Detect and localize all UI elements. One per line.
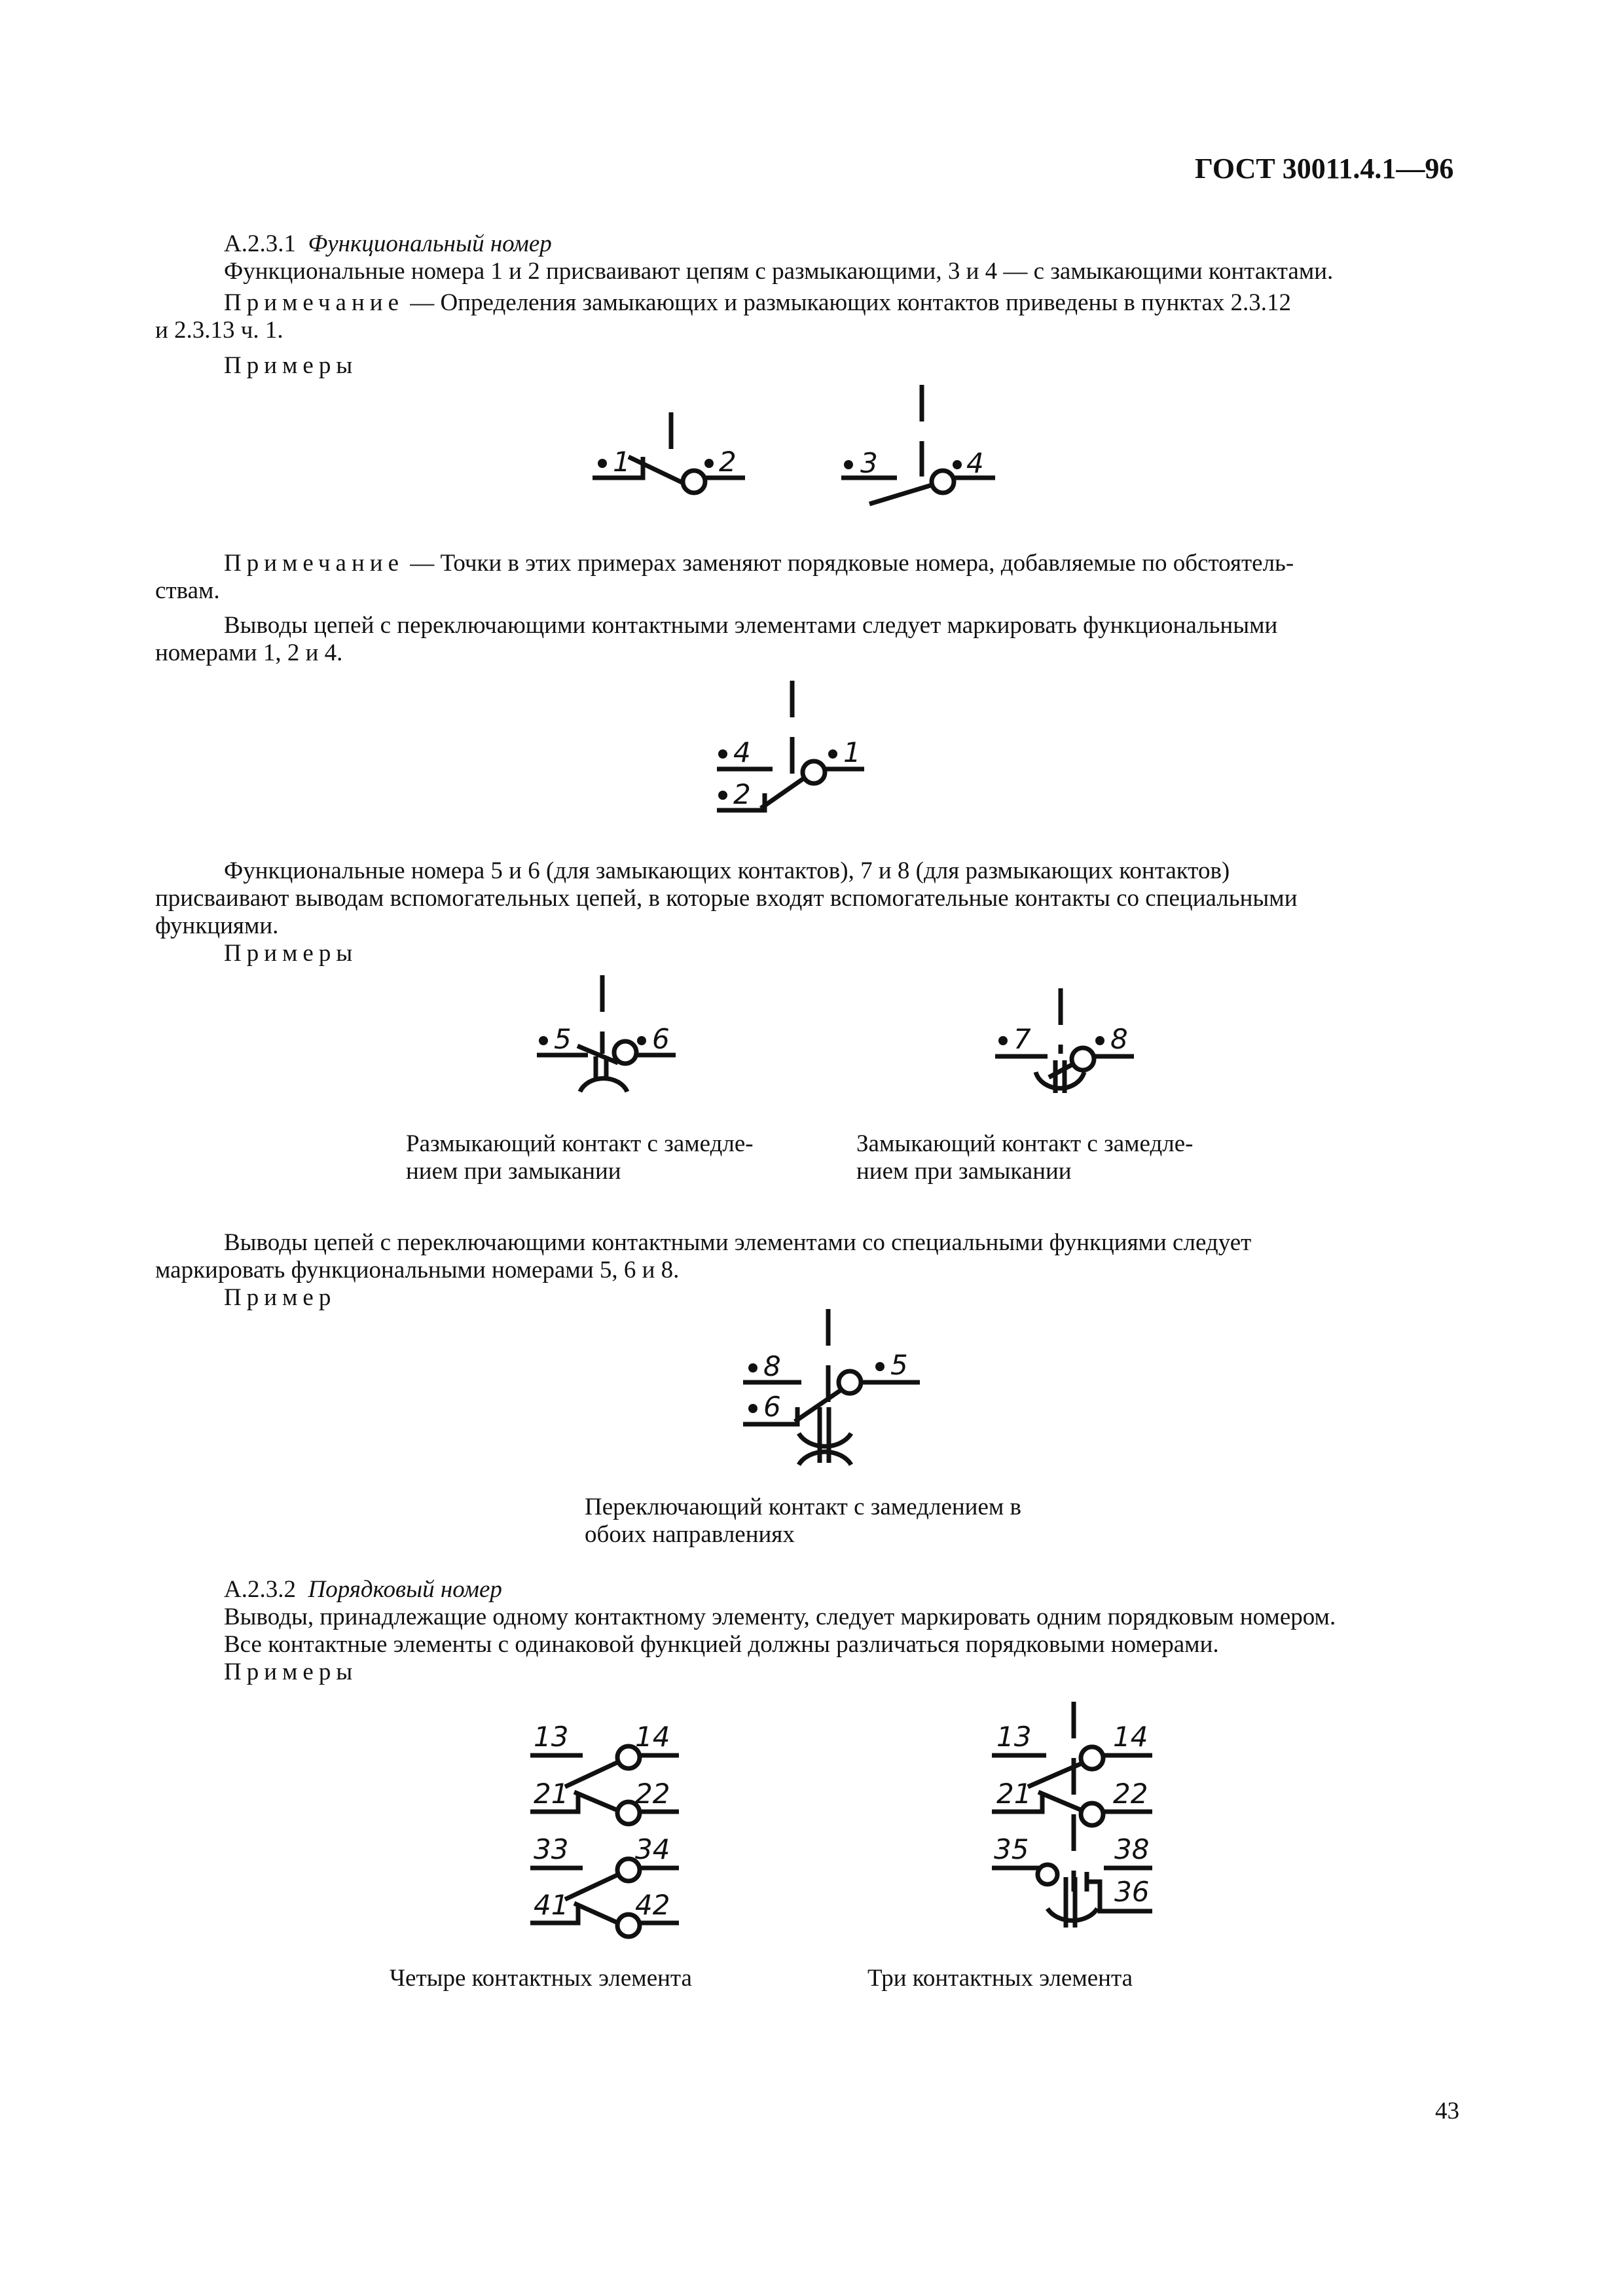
delay-arc-icon xyxy=(1036,1072,1084,1088)
terminal-label-13: 13 xyxy=(996,1721,1032,1753)
terminal-dot xyxy=(998,1036,1008,1045)
note-2 xyxy=(224,550,1294,577)
examples-label-3: Примеры xyxy=(224,1659,358,1685)
paragraph-1: Функциональные номера 1 и 2 присваивают цепям с размыкающими, 3 и 4 — с замыкающими контактами. xyxy=(224,258,1334,285)
contact-point xyxy=(683,471,705,493)
paragraph-4-line-2: маркировать функциональными номерами 5, 6 и 8. xyxy=(155,1257,680,1283)
contact-blade xyxy=(1028,1761,1088,1787)
figure-four-contact-elements xyxy=(527,1715,697,1937)
contact-point xyxy=(1072,1048,1094,1070)
terminal-label-5: 5 xyxy=(554,1023,572,1055)
examples-label: Примеры xyxy=(224,352,358,379)
caption-3-line-1: Переключающий контакт с замедлением в xyxy=(585,1494,1022,1520)
delay-arc-icon xyxy=(1048,1909,1097,1920)
terminal-dot xyxy=(718,791,727,800)
terminal-label-5: 5 xyxy=(890,1349,908,1381)
note-label: Примечание xyxy=(224,550,404,577)
figure-changeover-contact xyxy=(714,681,884,825)
terminal-dot xyxy=(637,1036,646,1045)
terminal-dot xyxy=(539,1036,548,1045)
document-header: ГОСТ 30011.4.1—96 xyxy=(1195,152,1454,185)
caption-5: Три контактных элемента xyxy=(867,1965,1133,1992)
figure-changeover-delayed xyxy=(740,1309,936,1479)
figure-no-contact-3-4 xyxy=(838,385,1021,509)
terminal-label-6: 6 xyxy=(652,1023,670,1055)
note-text: — Точки в этих примерах заменяют порядковые номера, добавляемые по обстоятель- xyxy=(404,550,1294,577)
examples-label-2: Примеры xyxy=(224,940,358,967)
figure-nc-contact-1-2 xyxy=(589,412,759,497)
terminal-dot xyxy=(748,1404,757,1413)
section-heading-1 xyxy=(224,230,552,258)
terminal-label-22: 22 xyxy=(635,1778,670,1810)
note-label: Примечание xyxy=(224,289,404,316)
terminal-dot xyxy=(718,749,727,759)
terminal-label-42: 42 xyxy=(635,1889,670,1921)
contact-blade xyxy=(565,1872,624,1899)
terminal-label-4: 4 xyxy=(733,736,751,768)
caption-3-line-2: обоих направлениях xyxy=(585,1521,795,1548)
note-2-continuation: ствам. xyxy=(155,577,220,604)
caption-1-line-2: нием при замыкании xyxy=(406,1158,621,1185)
note-1-continuation: и 2.3.13 ч. 1. xyxy=(155,317,283,344)
terminal-dot xyxy=(1095,1036,1104,1045)
terminal-label-7: 7 xyxy=(1013,1023,1031,1055)
terminal-label-2: 2 xyxy=(719,446,737,478)
delay-arc-icon xyxy=(799,1433,851,1446)
figure-delayed-contact-5-6 xyxy=(537,975,694,1106)
terminal-label-1: 1 xyxy=(613,446,630,478)
paragraph-3-line-3: функциями. xyxy=(155,912,279,939)
caption-2-line-2: нием при замыкании xyxy=(856,1158,1072,1185)
paragraph-5-line-1: Выводы, принадлежащие одному контактному элементу, следует маркировать одним порядковым номером. xyxy=(224,1604,1336,1630)
contact-blade xyxy=(629,457,689,486)
terminal-label-35: 35 xyxy=(994,1833,1029,1865)
terminal-label-33: 33 xyxy=(534,1833,569,1865)
terminal-label-34: 34 xyxy=(635,1833,670,1865)
contact-point xyxy=(839,1371,861,1393)
terminal-label-4: 4 xyxy=(966,447,984,479)
contact-point xyxy=(1081,1803,1103,1825)
terminal-dot xyxy=(953,460,962,469)
delay-arc-icon xyxy=(799,1452,851,1465)
terminal-dot xyxy=(748,1363,757,1372)
contact-point xyxy=(1038,1865,1057,1884)
figure-three-contact-elements xyxy=(989,1702,1172,1950)
paragraph-3-line-2: присваивают выводам вспомогательных цепей, в которые входят вспомогательные контакты со специальными xyxy=(155,885,1298,912)
terminal-dot xyxy=(828,749,837,759)
terminal-label-3: 3 xyxy=(860,447,878,479)
note-text: — Определения замыкающих и размыкающих контактов приведены в пунктах 2.3.12 xyxy=(404,289,1292,316)
terminal-label-8: 8 xyxy=(1110,1023,1128,1055)
section-title: Порядковый номер xyxy=(308,1576,502,1603)
terminal-label-2: 2 xyxy=(733,778,751,810)
contact-point xyxy=(614,1041,636,1064)
contact-point xyxy=(803,761,825,783)
terminal-label-8: 8 xyxy=(763,1350,781,1382)
terminal-label-21: 21 xyxy=(534,1778,569,1810)
terminal-label-21: 21 xyxy=(996,1778,1032,1810)
paragraph-4-line-1: Выводы цепей с переключающими контактными элементами со специальными функциями следует xyxy=(224,1229,1252,1256)
page-number: 43 xyxy=(1435,2098,1459,2125)
caption-2-line-1: Замыкающий контакт с замедле- xyxy=(856,1130,1194,1157)
terminal-dot xyxy=(875,1362,884,1371)
delay-arc-icon xyxy=(580,1079,627,1092)
figure-delayed-contact-7-8 xyxy=(995,988,1152,1119)
note-1 xyxy=(224,289,1291,317)
terminal-dot xyxy=(704,459,714,468)
example-label: Пример xyxy=(224,1284,337,1311)
terminal-label-41: 41 xyxy=(534,1889,569,1921)
paragraph-2-line-2: номерами 1, 2 и 4. xyxy=(155,639,343,666)
terminal-label-6: 6 xyxy=(763,1391,781,1423)
terminal-label-14: 14 xyxy=(1113,1721,1148,1753)
section-title: Функциональный номер xyxy=(308,230,552,257)
section-heading-2 xyxy=(224,1576,502,1604)
contact-point xyxy=(932,471,954,493)
section-number: А.2.3.2 xyxy=(224,1576,296,1603)
caption-4: Четыре контактных элемента xyxy=(390,1965,692,1992)
caption-1-line-1: Размыкающий контакт с замедле- xyxy=(406,1130,754,1157)
section-number: А.2.3.1 xyxy=(224,230,296,257)
paragraph-2-line-1: Выводы цепей с переключающими контактными элементами следует маркировать функциональными xyxy=(224,612,1278,639)
terminal-label-13: 13 xyxy=(534,1721,569,1753)
terminal-label-36: 36 xyxy=(1114,1876,1150,1908)
contact-point xyxy=(1081,1747,1103,1769)
terminal-label-38: 38 xyxy=(1114,1833,1150,1865)
terminal-label-22: 22 xyxy=(1113,1778,1148,1810)
contact-blade xyxy=(565,1759,624,1787)
terminal-label-1: 1 xyxy=(843,736,861,768)
paragraph-5-line-2: Все контактные элементы с одинаковой функцией должны различаться порядковыми номерами. xyxy=(224,1631,1219,1658)
paragraph-3-line-1: Функциональные номера 5 и 6 (для замыкающих контактов), 7 и 8 (для размыкающих контактов) xyxy=(224,857,1230,884)
terminal-dot xyxy=(844,460,853,469)
terminal-label-14: 14 xyxy=(635,1721,670,1753)
terminal-dot xyxy=(598,459,607,468)
